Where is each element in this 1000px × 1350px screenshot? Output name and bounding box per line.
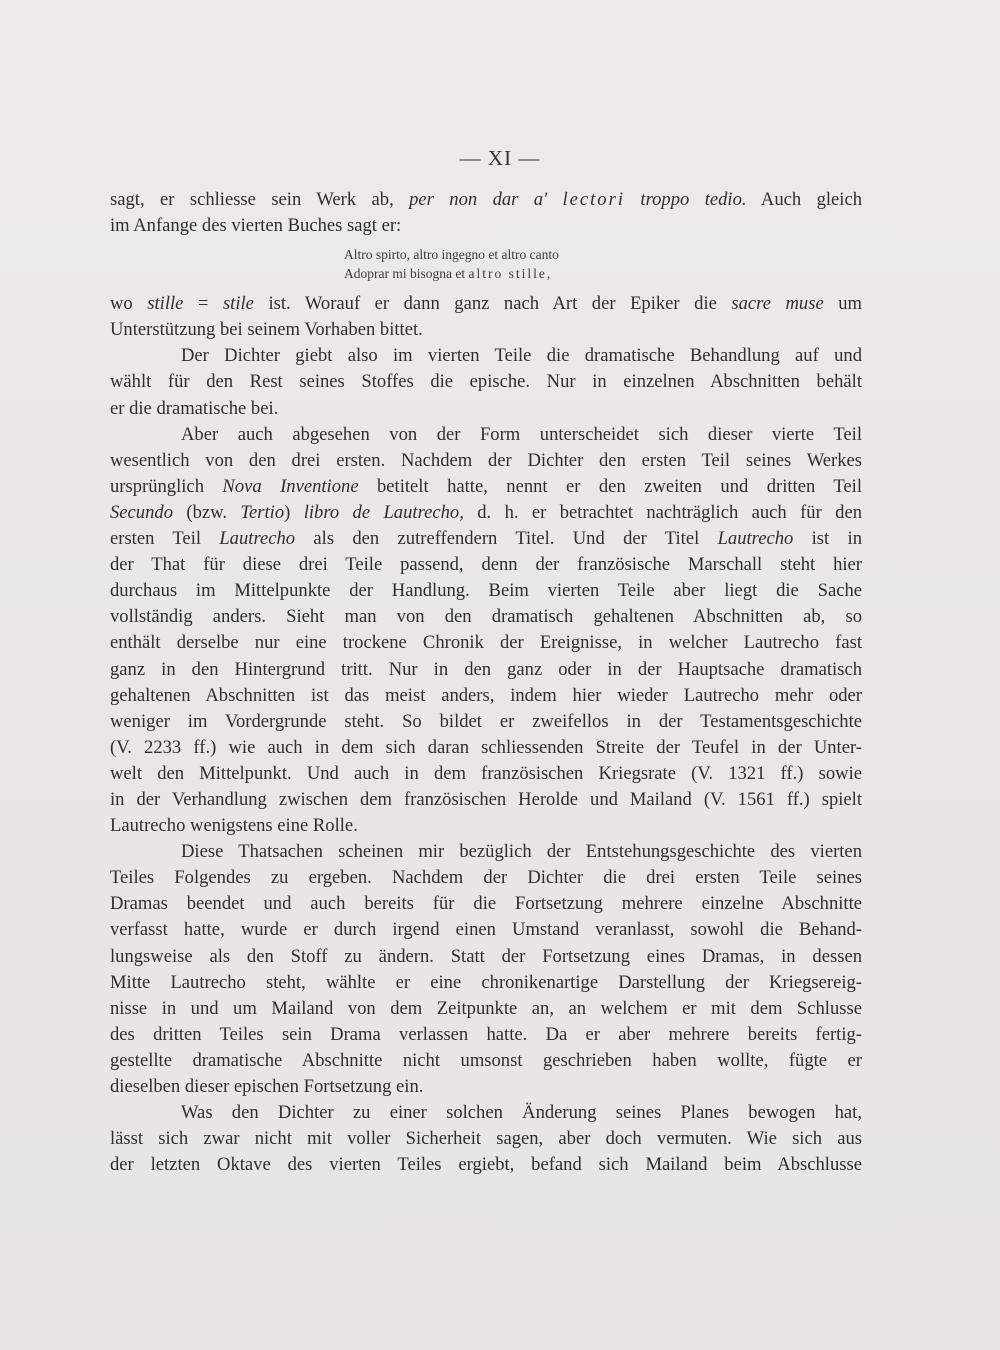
text-line: lungsweise als den Stoff zu ändern. Statt der Fortsetzung eines Dramas, in dessen xyxy=(110,945,862,967)
text-line: weniger im Vordergrunde steht. So bildet er zweifellos in der Testamentsgeschichte xyxy=(110,710,862,732)
italic-quote: per non dar a' xyxy=(409,189,563,210)
text-run: (bzw. xyxy=(173,501,241,523)
italic-title: Tertio xyxy=(240,501,285,523)
text-run: ersten Teil xyxy=(110,528,220,550)
text-line: des dritten Teiles sein Drama verlassen hatte. Da er aber mehrere bereits fertig- xyxy=(110,1023,862,1045)
text-line: Diese Thatsachen scheinen mir bezüglich der Entstehungsgeschichte des vierten xyxy=(181,841,862,863)
text-run: ) xyxy=(284,501,304,523)
text-line xyxy=(110,500,862,526)
italic-word: stille xyxy=(147,293,184,315)
text-line: in der Verhandlung zwischen dem französischen Herolde und Mailand (V. 1561 ff.) spielt xyxy=(110,788,862,810)
italic-quote: troppo tedio. xyxy=(625,189,747,210)
text-line: (V. 2233 ff.) wie auch in dem sich daran schliessenden Streite der Teufel in der Unter- xyxy=(110,736,862,758)
body-text xyxy=(110,187,862,1178)
text-line: verfasst hatte, wurde er durch irgend einen Umstand veranlasst, sowohl die Behand- xyxy=(110,919,862,941)
text-line: wählt für den Rest seines Stoffes die epische. Nur in einzelnen Abschnitten behält xyxy=(110,371,862,393)
text-line: Dramas beendet und auch bereits für die Fortsetzung mehrere einzelne Abschnitte xyxy=(110,893,862,915)
verse-line: Altro spirto, altro ingegno et altro canto xyxy=(344,247,559,263)
text-line: gehaltenen Abschnitten ist das meist anders, indem hier wieder Lautrecho mehr oder xyxy=(110,684,862,706)
text-line: lässt sich zwar nicht mit voller Sicherheit sagen, aber doch vermuten. Wie sich aus xyxy=(110,1128,862,1150)
italic-title: Lautrecho xyxy=(219,528,296,550)
text-line: welt den Mittelpunkt. Und auch in dem französischen Kriegsrate (V. 1321 ff.) sowie xyxy=(110,762,862,784)
italic-title: libro de Lautrecho, xyxy=(303,501,464,523)
text-run: ursprünglich xyxy=(110,475,223,497)
page-number: — XI — xyxy=(459,146,541,170)
text-run: betitelt hatte, nennt er den zweiten und dritten Teil xyxy=(358,475,862,497)
text-run: um xyxy=(823,293,862,315)
text-run: Auch gleich xyxy=(746,189,862,210)
italic-title: Secundo xyxy=(110,501,173,523)
text-line: Was den Dichter zu einer solchen Änderung seines Planes bewogen hat, xyxy=(181,1102,862,1124)
italic-quote-spaced: lectori xyxy=(562,189,626,210)
italic-word: sacre muse xyxy=(731,293,824,315)
text-line: er die dramatische bei. xyxy=(110,397,279,419)
text-line: nisse in und um Mailand von dem Zeitpunkte an, an welchem er mit dem Schlusse xyxy=(110,997,862,1019)
spaced-word: altro stille xyxy=(468,266,547,282)
text-line xyxy=(110,526,862,552)
text-line: Der Dichter giebt also im vierten Teile die dramatische Behandlung auf und xyxy=(181,345,862,367)
verse-quotation xyxy=(110,239,862,291)
text-line: der letzten Oktave des vierten Teiles ergiebt, befand sich Mailand beim Abschlusse xyxy=(110,1154,862,1176)
text-run: = xyxy=(183,293,223,315)
text-line: der That für diese drei Teile passend, denn der französische Marschall steht hier xyxy=(110,554,862,576)
text-run: als den zutreffendern Titel. Und der Titel xyxy=(295,528,718,550)
text-run: d. h. er betrachtet nachträglich auch für den xyxy=(463,501,862,523)
text-line: Lautrecho wenigstens eine Rolle. xyxy=(110,815,358,837)
text-line: im Anfange des vierten Buches sagt er: xyxy=(110,215,402,237)
text-line xyxy=(110,474,862,500)
text-run: , xyxy=(546,266,551,282)
text-run: ist in xyxy=(793,528,862,550)
text-line: ganz in den Hintergrund tritt. Nur in den ganz oder in der Hauptsache dramatisch xyxy=(110,658,862,680)
text-run: Adoprar mi bisogna et xyxy=(344,266,469,282)
text-line: dieselben dieser epischen Fortsetzung ein. xyxy=(110,1076,424,1097)
text-line: wesentlich von den drei ersten. Nachdem der Dichter den ersten Teil seines Werkes xyxy=(110,449,862,471)
text-line xyxy=(110,291,862,317)
text-line xyxy=(110,187,862,213)
text-line: Unterstützung bei seinem Vorhaben bittet. xyxy=(110,319,423,341)
text-run: ist. Worauf er dann ganz nach Art der Epiker die xyxy=(253,293,732,315)
text-line: Mitte Lautrecho steht, wählte er eine chronikenartige Darstellung der Kriegsereig- xyxy=(110,971,862,993)
italic-title: Lautrecho xyxy=(717,528,794,550)
text-line: enthält derselbe nur eine trockene Chronik der Ereignisse, in welcher Lautrecho fast xyxy=(110,632,862,654)
text-line: vollständig anders. Sieht man von den dramatisch gehaltenen Abschnitten ab, so xyxy=(110,606,862,628)
text-line: durchaus im Mittelpunkte der Handlung. Beim vierten Teile aber liegt die Sache xyxy=(110,580,862,602)
text-line: gestellte dramatische Abschnitte nicht umsonst geschrieben haben wollte, fügte er xyxy=(110,1049,862,1071)
italic-title: Nova Inventione xyxy=(222,475,359,497)
verse-line xyxy=(110,264,862,283)
text-line: Teiles Folgendes zu ergeben. Nachdem der Dichter die drei ersten Teile seines xyxy=(110,867,862,889)
text-run: wo xyxy=(110,293,148,315)
text-line: Aber auch abgesehen von der Form unterscheidet sich dieser vierte Teil xyxy=(181,423,862,445)
text-run: sagt, er schliesse sein Werk ab, xyxy=(110,189,410,210)
italic-word: stile xyxy=(222,293,254,315)
